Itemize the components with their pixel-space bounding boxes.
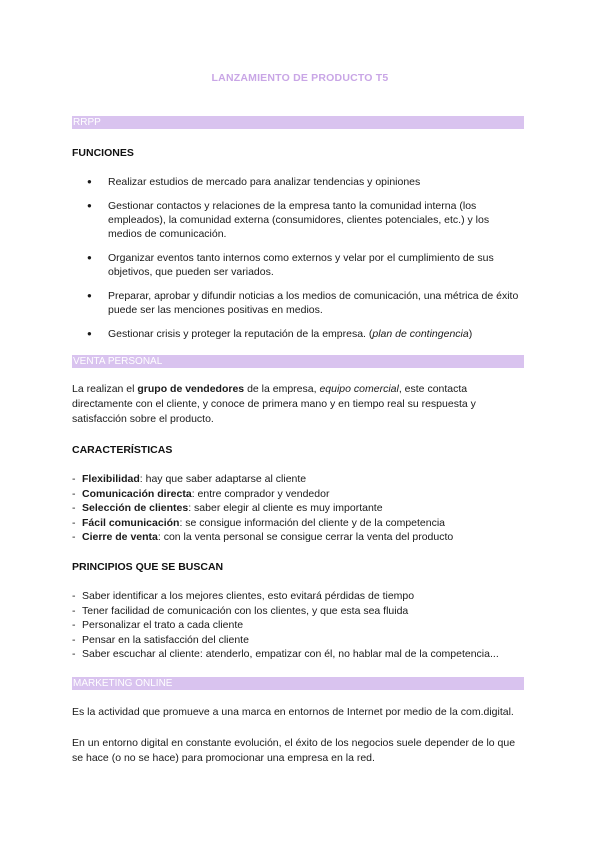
section-band-venta-personal: VENTA PERSONAL bbox=[72, 355, 524, 368]
venta-intro-paragraph: La realizan el grupo de vendedores de la empresa, equipo comercial, este contacta directamente con el cliente, y conoce de primera mano y en tiempo real su respuesta y satisfacción sobre el producto. bbox=[72, 383, 476, 425]
list-item: - Comunicación directa: entre comprador y vendedor bbox=[72, 487, 527, 502]
list-item: ● Preparar, aprobar y difundir noticias a los medios de comunicación, una métrica de éxito puede ser las menciones positivas en medios. bbox=[72, 289, 524, 317]
list-item: ● Organizar eventos tanto internos como externos y velar por el cumplimiento de sus objetivos, que pueden ser variados. bbox=[72, 251, 524, 279]
principios-list bbox=[72, 589, 527, 662]
list-item: - Saber escuchar al cliente: atenderlo, empatizar con él, no hablar mal de la competencia... bbox=[72, 647, 527, 662]
marketing-paragraph-2: En un entorno digital en constante evolución, el éxito de los negocios suele depender de lo que se hace (o no se hace) para promocionar una empresa en la red. bbox=[72, 737, 516, 764]
section-band-marketing-online: MARKETING ONLINE bbox=[72, 677, 524, 690]
heading-principios: PRINCIPIOS QUE SE BUSCAN bbox=[72, 561, 224, 573]
list-item: ● Gestionar contactos y relaciones de la empresa tanto la comunidad interna (los empleados), la comunidad externa (consumidores, clientes potenciales, etc.) y los medios de comunicación. bbox=[72, 199, 524, 241]
funciones-list bbox=[72, 175, 524, 351]
heading-caracteristicas: CARACTERÍSTICAS bbox=[72, 444, 173, 456]
list-item: - Selección de clientes: saber elegir al cliente es muy importante bbox=[72, 501, 527, 516]
heading-funciones: FUNCIONES bbox=[72, 147, 134, 159]
list-item: - Flexibilidad: hay que saber adaptarse al cliente bbox=[72, 472, 527, 487]
list-item: - Tener facilidad de comunicación con los clientes, y que esta sea fluida bbox=[72, 604, 527, 619]
marketing-paragraph-1: Es la actividad que promueve a una marca en entornos de Internet por medio de la com.digital. bbox=[72, 706, 514, 718]
list-item: ● Realizar estudios de mercado para analizar tendencias y opiniones bbox=[72, 175, 524, 189]
list-item: - Pensar en la satisfacción del cliente bbox=[72, 633, 527, 648]
list-item: ● Gestionar crisis y proteger la reputación de la empresa. (plan de contingencia) bbox=[72, 327, 524, 341]
page-title: LANZAMIENTO DE PRODUCTO T5 bbox=[211, 72, 389, 84]
list-item: - Fácil comunicación: se consigue información del cliente y de la competencia bbox=[72, 516, 527, 531]
list-item: - Cierre de venta: con la venta personal se consigue cerrar la venta del producto bbox=[72, 530, 527, 545]
list-item: - Personalizar el trato a cada cliente bbox=[72, 618, 527, 633]
section-band-rrpp: RRPP bbox=[72, 116, 524, 129]
list-item: - Saber identificar a los mejores clientes, esto evitará pérdidas de tiempo bbox=[72, 589, 527, 604]
caracteristicas-list bbox=[72, 472, 527, 545]
